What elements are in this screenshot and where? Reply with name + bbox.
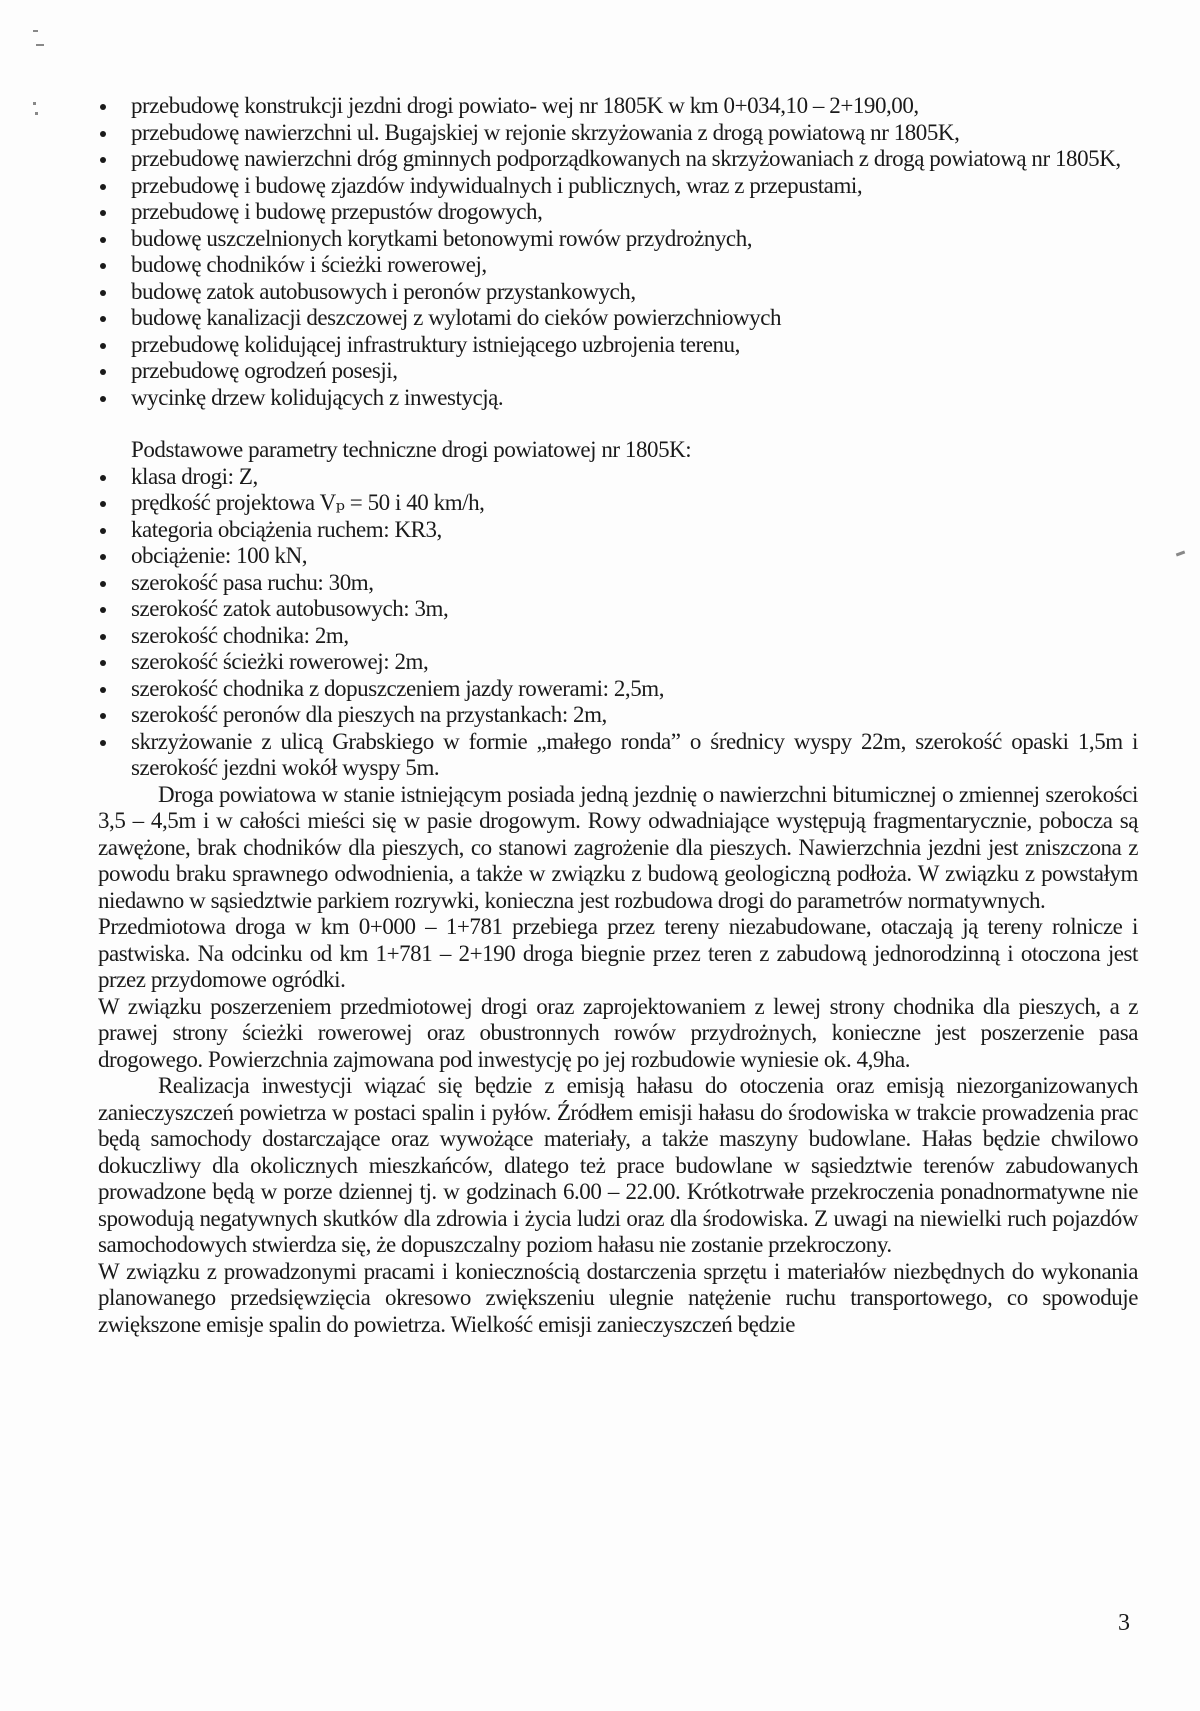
list-item — [98, 332, 1138, 359]
bullet-icon — [100, 528, 106, 534]
list-item — [98, 543, 1138, 570]
page-number: 3 — [1118, 1610, 1130, 1636]
list-item-text: budowę uszczelnionych korytkami betonowymi rowów przydrożnych, — [131, 225, 753, 251]
list-item — [98, 305, 1138, 332]
list-item-text: szerokość pasa ruchu: 30m, — [131, 569, 374, 595]
list-item-text: przebudowę nawierzchni dróg gminnych podporządkowanych na skrzyżowaniach z drogą powiatową nr 1805K, — [131, 146, 1121, 171]
list-item — [98, 173, 1138, 200]
list-item — [98, 358, 1138, 385]
bullet-icon — [100, 634, 106, 640]
bullet-icon — [100, 104, 106, 110]
list-item-text: skrzyżowanie z ulicą Grabskiego w formie „małego ronda” o średnicy wyspy 22m, szerokość opaski 1,5m i szerokość jezdni wokół wyspy 5m. — [131, 728, 1138, 780]
list-item — [98, 676, 1138, 703]
list-item-text: budowę kanalizacji deszczowej z wylotami do cieków powierzchniowych — [131, 305, 782, 330]
list-item-text: obciążenie: 100 kN, — [131, 543, 308, 568]
technical-parameters-list — [98, 464, 1138, 782]
bullet-icon — [100, 184, 106, 190]
list-item — [98, 649, 1138, 676]
list-item — [98, 226, 1138, 253]
list-item — [98, 623, 1138, 650]
list-item-text: klasa drogi: Z, — [131, 463, 258, 489]
bullet-icon — [100, 131, 106, 137]
list-item-text: budowę zatok autobusowych i peronów przystankowych, — [131, 278, 636, 304]
list-item-text: szerokość chodnika z dopuszczeniem jazdy rowerami: 2,5m, — [131, 675, 664, 701]
list-item-text: szerokość chodnika: 2m, — [131, 622, 349, 648]
bullet-icon — [100, 157, 106, 163]
bullet-icon — [100, 290, 106, 296]
bullet-icon — [100, 554, 106, 560]
list-item-text: budowę chodników i ścieżki rowerowej, — [131, 252, 487, 277]
bullet-icon — [100, 396, 106, 402]
paragraph-existing-road: Droga powiatowa w stanie istniejącym posiada jedną jezdnię o nawierzchni bitumicznej o zmiennej szerokości 3,5 – 4,5m i w całości mieści się w pasie drogowym. Rowy odwadniające występują fragmentarycznie, pobocza są zawężone, brak chodników dla pieszych, co stanowi zagrożenie dla pieszych. Nawierzchnia jezdni jest zniszczona z powodu braku sprawnego odwodnienia, a także w związku z budową geologiczną podłoża. W związku z powstałym niedawno w sąsiedztwie parkiem rozrywki, konieczna jest rozbudowa drogi do parametrów normatywnych. — [98, 781, 1138, 913]
bullet-icon — [100, 237, 106, 243]
bullet-icon — [100, 687, 106, 693]
bullet-icon — [100, 263, 106, 269]
scan-artifact — [33, 30, 38, 32]
scan-artifact — [1176, 551, 1185, 557]
bullet-icon — [100, 660, 106, 666]
list-item — [98, 146, 1138, 173]
list-item-text: przebudowę i budowę zjazdów indywidualnych i publicznych, wraz z przepustami, — [131, 172, 863, 198]
list-item — [98, 93, 1138, 120]
list-item-text: wycinkę drzew kolidujących z inwestycją. — [131, 384, 504, 410]
bullet-icon — [100, 713, 106, 719]
paragraph-road-route: Przedmiotowa droga w km 0+000 – 1+781 przebiega przez tereny niezabudowane, otaczają ją tereny rolnicze i pastwiska. Na odcinku od km 1+781 – 2+190 droga biegnie przez teren z zabudową jednorodzinną i otoczona jest przez przydomowe ogródki. — [98, 914, 1138, 992]
bullet-icon — [100, 369, 106, 375]
scan-artifact — [35, 112, 38, 115]
list-item-text: szerokość ścieżki rowerowej: 2m, — [131, 649, 429, 674]
scan-artifact — [33, 102, 36, 105]
scope-of-works-list — [98, 93, 1138, 411]
list-item — [98, 729, 1138, 782]
list-item-text: przebudowę nawierzchni ul. Bugajskiej w rejonie skrzyżowania z drogą powiatową nr 1805K, — [131, 119, 960, 145]
list-item — [98, 702, 1138, 729]
bullet-icon — [100, 501, 106, 507]
paragraph-noise-emission: Realizacja inwestycji wiązać się będzie z emisją hałasu do otoczenia oraz emisją niezorganizowanych zanieczyszczeń powietrza w postaci spalin i pyłów. Źródłem emisji hałasu do środowiska w trakcie prowadzenia prac będą samochody dostarczające oraz wywożące materiały, a także maszyny budowlane. Hałas będzie chwilowo dokuczliwy dla okolicznych mieszkańców, dlatego też prace budowlane w sąsiedztwie terenów zabudowanych prowadzone będą w porze dziennej tj. w godzinach 6.00 – 22.00. Krótkotrwałe przekroczenia ponadnormatywne nie spowodują negatywnych skutków dla zdrowia i życia ludzi oraz dla środowiska. Z uwagi na niewielki ruch pojazdów samochodowych stwierdza się, że dopuszczalny poziom hałasu nie zostanie przekroczony. — [98, 1073, 1138, 1257]
list-item-text: przebudowę kolidującej infrastruktury istniejącego uzbrojenia terenu, — [131, 331, 740, 357]
bullet-icon — [100, 607, 106, 613]
list-item — [98, 199, 1138, 226]
list-item — [98, 490, 1138, 517]
list-item — [98, 120, 1138, 147]
bullet-icon — [100, 343, 106, 349]
list-item — [98, 252, 1138, 279]
bullet-icon — [100, 316, 106, 322]
list-item-text: przebudowę ogrodzeń posesji, — [131, 358, 398, 383]
list-item-text: prędkość projektowa Vₚ = 50 i 40 km/h, — [131, 490, 485, 515]
paragraph-traffic-emission: W związku z prowadzonymi pracami i koniecznością dostarczenia sprzętu i materiałów niezbędnych do wykonania planowanego przedsięwzięcia okresowo zwiększeniu ulegnie natężenie ruchu transportowego, co spowoduje zwiększone emisje spalin do powietrza. Wielkość emisji zanieczyszczeń będzie — [98, 1258, 1138, 1337]
scan-artifact — [36, 44, 44, 46]
technical-parameters-heading: Podstawowe parametry techniczne drogi powiatowej nr 1805K: — [131, 437, 692, 462]
list-item — [98, 517, 1138, 544]
bullet-icon — [100, 740, 106, 746]
list-item-text: przebudowę i budowę przepustów drogowych, — [131, 199, 543, 224]
list-item — [98, 596, 1138, 623]
list-item-text: szerokość peronów dla pieszych na przystankach: 2m, — [131, 702, 607, 727]
list-item-text: szerokość zatok autobusowych: 3m, — [131, 596, 449, 621]
list-item-text: kategoria obciążenia ruchem: KR3, — [131, 516, 442, 542]
list-item — [98, 570, 1138, 597]
bullet-icon — [100, 210, 106, 216]
list-item — [98, 279, 1138, 306]
list-item — [98, 464, 1138, 491]
document-body — [98, 93, 1138, 1338]
list-item — [98, 385, 1138, 412]
list-item-text: przebudowę konstrukcji jezdni drogi powiato- wej nr 1805K w km 0+034,10 – 2+190,00, — [131, 93, 919, 118]
bullet-icon — [100, 581, 106, 587]
paragraph-widening: W związku poszerzeniem przedmiotowej drogi oraz zaprojektowaniem z lewej strony chodnika dla pieszych, a z prawej strony ścieżki rowerowej oraz obustronnych rowów przydrożnych, konieczne jest poszerzenie pasa drogowego. Powierzchnia zajmowana pod inwestycję po jej rozbudowie wyniesie ok. 4,9ha. — [98, 993, 1138, 1072]
bullet-icon — [100, 475, 106, 481]
